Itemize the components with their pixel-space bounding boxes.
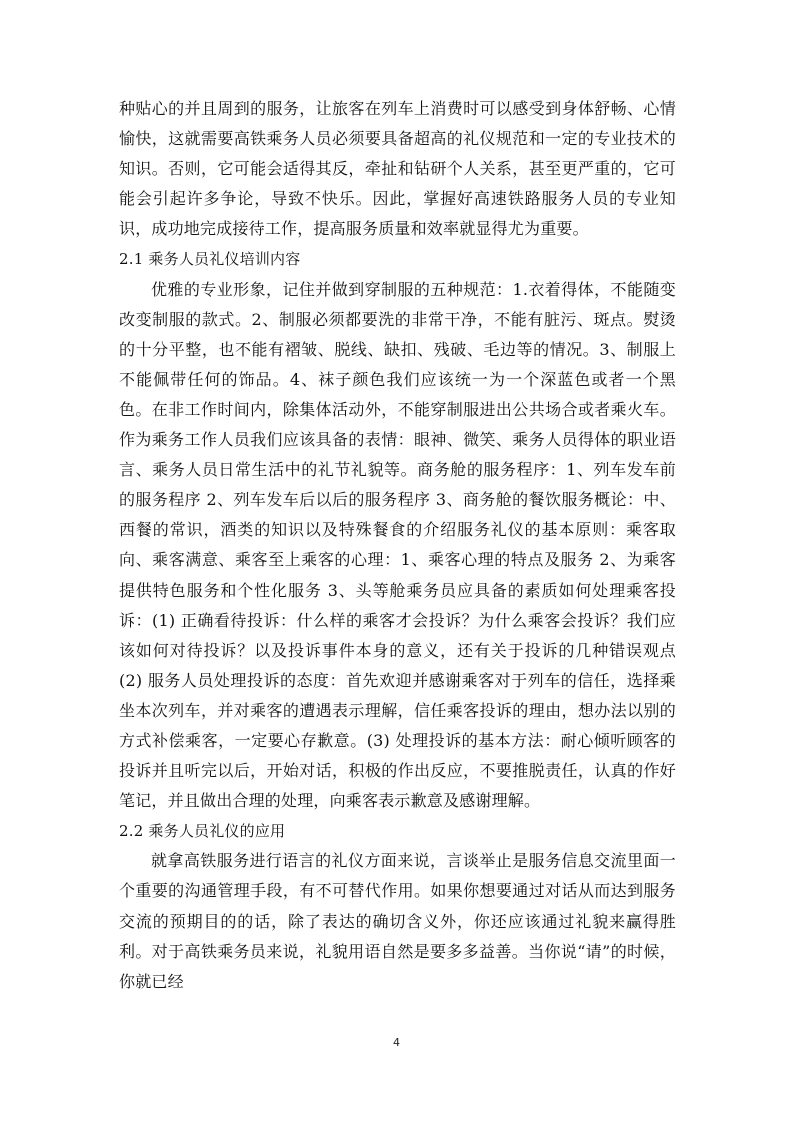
paragraph-etiquette-application: 就拿高铁服务进行语言的礼仪方面来说，言谈举止是服务信息交流里面一个重要的沟通管理手段，有不可替代作用。如果你想要通过对话从而达到服务交流的预期目的的话，除了表达的确切含义外，你还应该通过礼貌来赢得胜利。对于高铁乘务员来说，礼貌用语自然是要多多益善。当你说“请”的时候，你就已经 bbox=[119, 851, 676, 991]
section-heading-2-2: 2.2 乘务人员礼仪的应用 bbox=[119, 822, 286, 841]
page-body bbox=[119, 94, 676, 997]
section-heading-2-1: 2.1 乘务人员礼仪培训内容 bbox=[119, 250, 301, 269]
page-number: 4 bbox=[393, 1036, 400, 1049]
paragraph-training-content: 优雅的专业形象，记住并做到穿制服的五种规范：1.衣着得体，不能随变改变制服的款式。2、制服必须都要洗的非常干净，不能有脏污、斑点。熨烫的十分平整，也不能有褶皱、脱线、缺扣、残破、毛边等的情况。3、制服上不能佩带任何的饰品。4、袜子颜色我们应该统一为一个深蓝色或者一个黑色。在非工作时间内，除集体活动外，不能穿制服进出公共场合或者乘火车。作为乘务工作人员我们应该具备的表情：眼神、微笑、乘务人员得体的职业语言、乘务人员日常生活中的礼节礼貌等。商务舱的服务程序：1、列车发车前的服务程序 2、列车发车后以后的服务程序 3、商务舱的餐饮服务概论：中、西餐的常识，酒类的知识以及特殊餐食的介绍服务礼仪的基本原则：乘客取向、乘客满意、乘客至上乘客的心理：1、乘客心理的特点及服务 2、为乘客提供特色服务和个性化服务 3、头等舱乘务员应具备的素质如何处理乘客投诉：(1) 正确看待投诉：什么样的乘客才会投诉？为什么乘客会投诉？我们应该如何对待投诉？以及投诉事件本身的意义，还有关于投诉的几种错误观点 (2) 服务人员处理投诉的态度：首先欢迎并感谢乘客对于列车的信任，选择乘坐本次列车，并对乘客的遭遇表示理解，信任乘客投诉的理由，想办法以别的方式补偿乘客，一定要心存歉意。(3) 处理投诉的基本方法：耐心倾听顾客的投诉并且听完以后，开始对话，积极的作出反应，不要推脱责任，认真的作好笔记，并且做出合理的处理，向乘客表示歉意及感谢理解。 bbox=[119, 279, 676, 811]
paragraph-intro: 种贴心的并且周到的服务，让旅客在列车上消费时可以感受到身体舒畅、心情愉快，这就需要高铁乘务人员必须要具备超高的礼仪规范和一定的专业技术的知识。否则，它可能会适得其反，牵扯和钻研个人关系，甚至更严重的，它可能会引起许多争论，导致不快乐。因此，掌握好高速铁路服务人员的专业知识，成功地完成接待工作，提高服务质量和效率就显得尤为重要。 bbox=[119, 99, 676, 239]
